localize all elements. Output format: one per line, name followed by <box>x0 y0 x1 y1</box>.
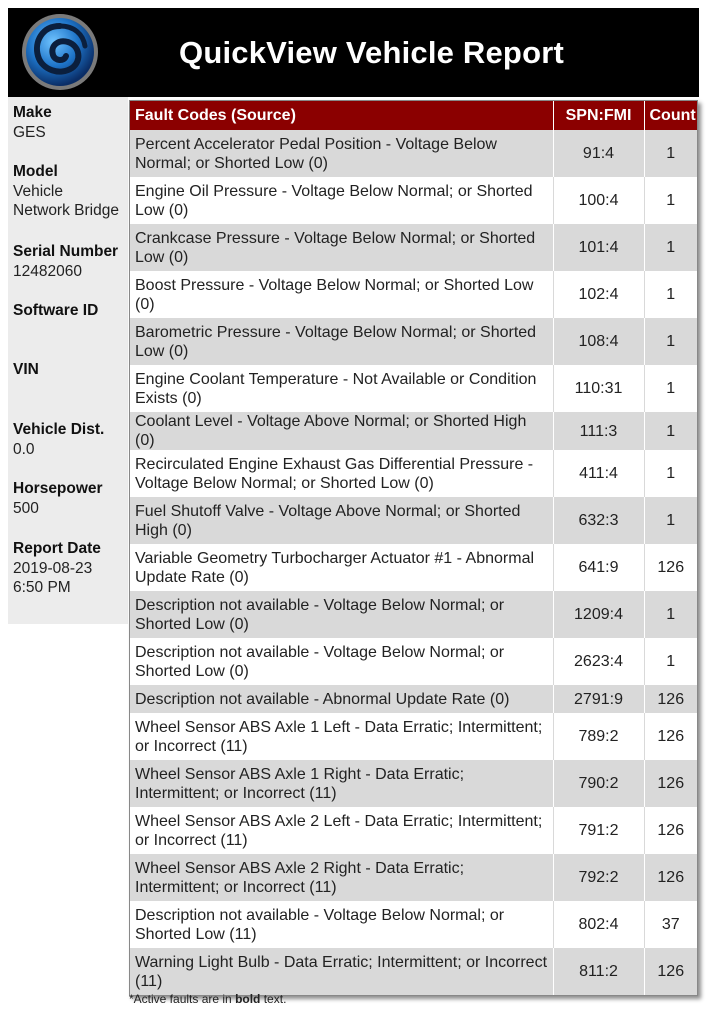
table-row <box>130 497 697 544</box>
table-row <box>130 901 697 948</box>
fault-description: Wheel Sensor ABS Axle 1 Left - Data Erratic; Intermittent; or Incorrect (11) <box>130 713 553 760</box>
serial-field <box>13 242 131 281</box>
table-row <box>130 685 697 713</box>
distance-field <box>13 420 131 459</box>
fault-description: Wheel Sensor ABS Axle 2 Right - Data Erratic; Intermittent; or Incorrect (11) <box>130 854 553 901</box>
fault-description: Fuel Shutoff Valve - Voltage Above Normal; or Shorted High (0) <box>130 497 553 544</box>
count-cell: 126 <box>644 807 697 854</box>
count-cell: 126 <box>644 685 697 713</box>
fault-description: Recirculated Engine Exhaust Gas Differential Pressure - Voltage Below Normal; or Shorted Low (0) <box>130 450 553 497</box>
spn-fmi-column-header: SPN:FMI <box>553 101 644 130</box>
fault-description: Wheel Sensor ABS Axle 1 Right - Data Erratic; Intermittent; or Incorrect (11) <box>130 760 553 807</box>
model-value-line1: Vehicle <box>13 182 63 200</box>
make-value: GES <box>13 123 46 141</box>
table-row <box>130 807 697 854</box>
fault-description: Description not available - Abnormal Update Rate (0) <box>130 685 553 713</box>
fault-description: Warning Light Bulb - Data Erratic; Intermittent; or Incorrect (11) <box>130 948 553 995</box>
spn-fmi-cell: 802:4 <box>553 901 644 948</box>
software-label: Software ID <box>13 302 99 319</box>
software-field <box>13 301 131 321</box>
report-time-value: 6:50 PM <box>13 579 71 596</box>
vin-field <box>13 360 131 380</box>
count-cell: 1 <box>644 130 697 177</box>
table-row <box>130 412 697 450</box>
table-row <box>130 224 697 271</box>
spn-fmi-cell: 791:2 <box>553 807 644 854</box>
spn-fmi-cell: 641:9 <box>553 544 644 591</box>
spn-fmi-cell: 632:3 <box>553 497 644 544</box>
spn-fmi-cell: 102:4 <box>553 271 644 318</box>
fault-description: Engine Oil Pressure - Voltage Below Normal; or Shorted Low (0) <box>130 177 553 224</box>
table-header-row <box>130 101 697 130</box>
report-date-value: 2019-08-23 <box>13 559 93 577</box>
spn-fmi-cell: 1209:4 <box>553 591 644 638</box>
table-row <box>130 318 697 365</box>
fault-description: Crankcase Pressure - Voltage Below Normal; or Shorted Low (0) <box>130 224 553 271</box>
report-date-field <box>13 539 131 598</box>
make-field <box>13 103 131 142</box>
vin-label: VIN <box>13 361 39 378</box>
table-row <box>130 591 697 638</box>
count-cell: 1 <box>644 318 697 365</box>
table-row <box>130 760 697 807</box>
fault-codes-table <box>130 101 697 995</box>
fault-codes-table-container <box>129 100 698 996</box>
report-title: QuickView Vehicle Report <box>179 34 564 70</box>
table-row <box>130 713 697 760</box>
spn-fmi-cell: 792:2 <box>553 854 644 901</box>
active-faults-footnote <box>129 992 286 1006</box>
table-row <box>130 365 697 412</box>
table-row <box>130 544 697 591</box>
fault-codes-column-header: Fault Codes (Source) <box>130 101 553 130</box>
count-cell: 126 <box>644 713 697 760</box>
spn-fmi-cell: 411:4 <box>553 450 644 497</box>
serial-label: Serial Number <box>13 243 119 260</box>
footnote-suffix: text. <box>260 992 287 1006</box>
fault-description: Description not available - Voltage Below Normal; or Shorted Low (11) <box>130 901 553 948</box>
count-cell: 1 <box>644 412 697 450</box>
horsepower-field <box>13 479 131 518</box>
swirl-logo-icon <box>20 12 100 92</box>
make-label: Make <box>13 104 52 121</box>
count-cell: 126 <box>644 854 697 901</box>
table-row <box>130 638 697 685</box>
fault-description: Description not available - Voltage Below Normal; or Shorted Low (0) <box>130 591 553 638</box>
distance-value: 0.0 <box>13 440 35 458</box>
table-row <box>130 854 697 901</box>
horsepower-label: Horsepower <box>13 480 103 497</box>
vehicle-info-panel <box>8 97 128 624</box>
footnote-prefix: *Active faults are in <box>129 992 236 1006</box>
fault-description: Percent Accelerator Pedal Position - Voltage Below Normal; or Shorted Low (0) <box>130 130 553 177</box>
fault-description: Variable Geometry Turbocharger Actuator #1 - Abnormal Update Rate (0) <box>130 544 553 591</box>
distance-label: Vehicle Dist. <box>13 421 105 438</box>
table-row <box>130 450 697 497</box>
table-row <box>130 177 697 224</box>
spn-fmi-cell: 110:31 <box>553 365 644 412</box>
table-row <box>130 948 697 995</box>
count-cell: 1 <box>644 271 697 318</box>
count-cell: 1 <box>644 177 697 224</box>
count-cell: 126 <box>644 544 697 591</box>
spn-fmi-cell: 2623:4 <box>553 638 644 685</box>
fault-description: Boost Pressure - Voltage Below Normal; or Shorted Low (0) <box>130 271 553 318</box>
fault-description: Coolant Level - Voltage Above Normal; or Shorted High (0) <box>130 412 553 450</box>
count-cell: 1 <box>644 638 697 685</box>
count-cell: 126 <box>644 760 697 807</box>
spn-fmi-cell: 101:4 <box>553 224 644 271</box>
table-row <box>130 130 697 177</box>
count-cell: 1 <box>644 365 697 412</box>
fault-description: Wheel Sensor ABS Axle 2 Left - Data Erratic; Intermittent; or Incorrect (11) <box>130 807 553 854</box>
model-field <box>13 162 131 221</box>
count-cell: 37 <box>644 901 697 948</box>
spn-fmi-cell: 790:2 <box>553 760 644 807</box>
spn-fmi-cell: 2791:9 <box>553 685 644 713</box>
count-cell: 1 <box>644 591 697 638</box>
footnote-bold: bold <box>235 992 261 1006</box>
table-row <box>130 271 697 318</box>
count-cell: 1 <box>644 497 697 544</box>
report-header <box>8 8 699 97</box>
model-value-line2: Network Bridge <box>13 202 119 219</box>
count-cell: 1 <box>644 224 697 271</box>
spn-fmi-cell: 811:2 <box>553 948 644 995</box>
model-label: Model <box>13 163 58 180</box>
spn-fmi-cell: 108:4 <box>553 318 644 365</box>
report-date-label: Report Date <box>13 540 101 557</box>
fault-description: Engine Coolant Temperature - Not Available or Condition Exists (0) <box>130 365 553 412</box>
count-cell: 126 <box>644 948 697 995</box>
spn-fmi-cell: 111:3 <box>553 412 644 450</box>
fault-description: Description not available - Voltage Below Normal; or Shorted Low (0) <box>130 638 553 685</box>
serial-value: 12482060 <box>13 262 82 280</box>
horsepower-value: 500 <box>13 499 39 517</box>
fault-description: Barometric Pressure - Voltage Below Normal; or Shorted Low (0) <box>130 318 553 365</box>
spn-fmi-cell: 91:4 <box>553 130 644 177</box>
count-column-header: Count <box>644 101 697 130</box>
count-cell: 1 <box>644 450 697 497</box>
spn-fmi-cell: 789:2 <box>553 713 644 760</box>
spn-fmi-cell: 100:4 <box>553 177 644 224</box>
